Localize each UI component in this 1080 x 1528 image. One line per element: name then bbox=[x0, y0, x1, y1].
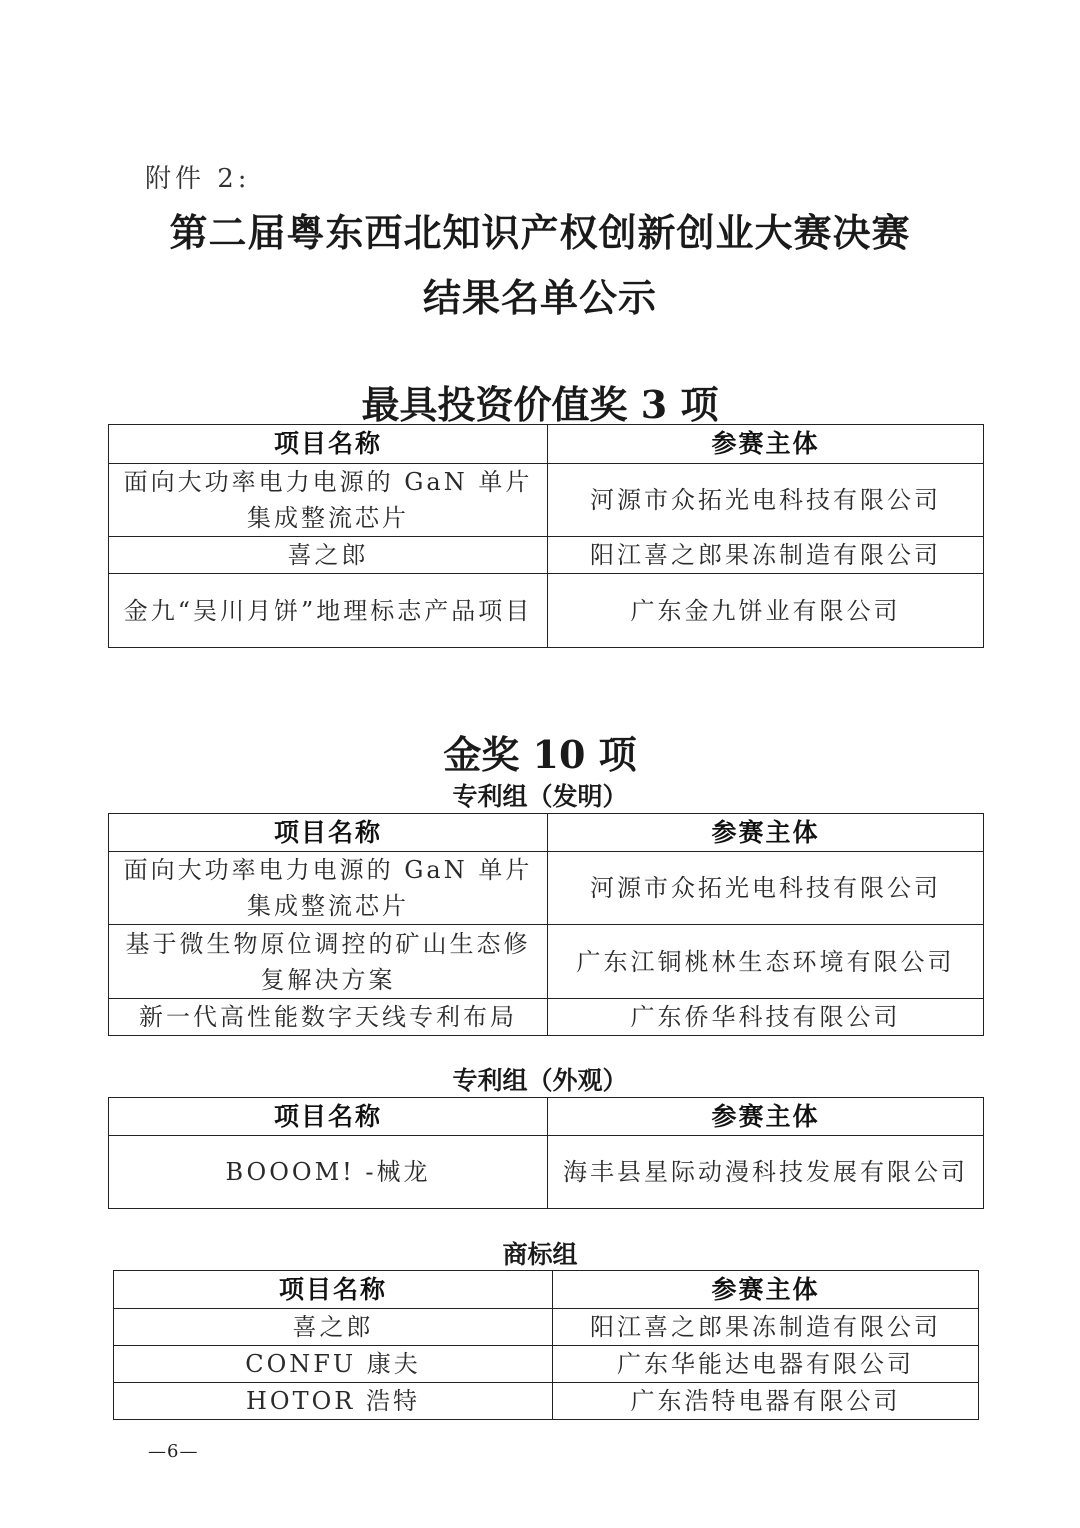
entity-cell: 广东江铜桃林生态环境有限公司 bbox=[548, 925, 984, 999]
document-title-line1: 第二届粤东西北知识产权创新创业大赛决赛 bbox=[169, 210, 911, 255]
trademark-table bbox=[113, 1270, 979, 1420]
table-header-row bbox=[109, 425, 984, 464]
attachment-label: 附件 2: bbox=[145, 164, 251, 194]
project-cell: 基于微生物原位调控的矿山生态修复解决方案 bbox=[109, 925, 548, 999]
header-entity: 参赛主体 bbox=[548, 1098, 984, 1136]
table-row bbox=[109, 852, 984, 925]
document-title-line2: 结果名单公示 bbox=[422, 275, 657, 320]
header-project-name: 项目名称 bbox=[109, 425, 548, 464]
header-project-name: 项目名称 bbox=[109, 814, 548, 852]
entity-cell: 河源市众拓光电科技有限公司 bbox=[548, 464, 984, 537]
trademark-group-heading: 商标组 bbox=[502, 1240, 578, 1269]
project-cell: 喜之郎 bbox=[109, 537, 548, 574]
entity-cell: 河源市众拓光电科技有限公司 bbox=[548, 852, 984, 925]
investment-award-table bbox=[108, 424, 984, 648]
table-row bbox=[114, 1346, 979, 1383]
table-row bbox=[114, 1383, 979, 1420]
project-cell: 面向大功率电力电源的 GaN 单片集成整流芯片 bbox=[109, 464, 548, 537]
investment-award-heading: 最具投资价值奖 3 项 bbox=[361, 382, 719, 427]
table-row bbox=[109, 1136, 984, 1209]
header-entity: 参赛主体 bbox=[553, 1271, 979, 1309]
table-row bbox=[109, 925, 984, 999]
entity-cell: 阳江喜之郎果冻制造有限公司 bbox=[553, 1309, 979, 1346]
entity-cell: 海丰县星际动漫科技发展有限公司 bbox=[548, 1136, 984, 1209]
table-header-row bbox=[109, 1098, 984, 1136]
table-row bbox=[109, 537, 984, 574]
project-cell: 金九“吴川月饼”地理标志产品项目 bbox=[109, 574, 548, 648]
table-row bbox=[114, 1309, 979, 1346]
table-header-row bbox=[114, 1271, 979, 1309]
entity-cell: 广东华能达电器有限公司 bbox=[553, 1346, 979, 1383]
header-entity: 参赛主体 bbox=[548, 425, 984, 464]
design-group-heading: 专利组（外观） bbox=[452, 1066, 628, 1095]
page-number: —6— bbox=[148, 1441, 199, 1462]
table-row bbox=[109, 464, 984, 537]
invention-patent-table bbox=[108, 813, 984, 1036]
header-project-name: 项目名称 bbox=[109, 1098, 548, 1136]
gold-award-heading: 金奖 10 项 bbox=[443, 732, 637, 777]
invention-group-heading: 专利组（发明） bbox=[452, 782, 628, 811]
design-patent-table bbox=[108, 1097, 984, 1209]
entity-cell: 广东侨华科技有限公司 bbox=[548, 999, 984, 1036]
header-project-name: 项目名称 bbox=[114, 1271, 553, 1309]
entity-cell: 阳江喜之郎果冻制造有限公司 bbox=[548, 537, 984, 574]
header-entity: 参赛主体 bbox=[548, 814, 984, 852]
project-cell: 面向大功率电力电源的 GaN 单片集成整流芯片 bbox=[109, 852, 548, 925]
table-row bbox=[109, 574, 984, 648]
project-cell: 新一代高性能数字天线专利布局 bbox=[109, 999, 548, 1036]
entity-cell: 广东金九饼业有限公司 bbox=[548, 574, 984, 648]
table-row bbox=[109, 999, 984, 1036]
entity-cell: 广东浩特电器有限公司 bbox=[553, 1383, 979, 1420]
table-header-row bbox=[109, 814, 984, 852]
project-cell: CONFU 康夫 bbox=[114, 1346, 553, 1383]
project-cell: HOTOR 浩特 bbox=[114, 1383, 553, 1420]
project-cell: BOOOM! -械龙 bbox=[109, 1136, 548, 1209]
project-cell: 喜之郎 bbox=[114, 1309, 553, 1346]
